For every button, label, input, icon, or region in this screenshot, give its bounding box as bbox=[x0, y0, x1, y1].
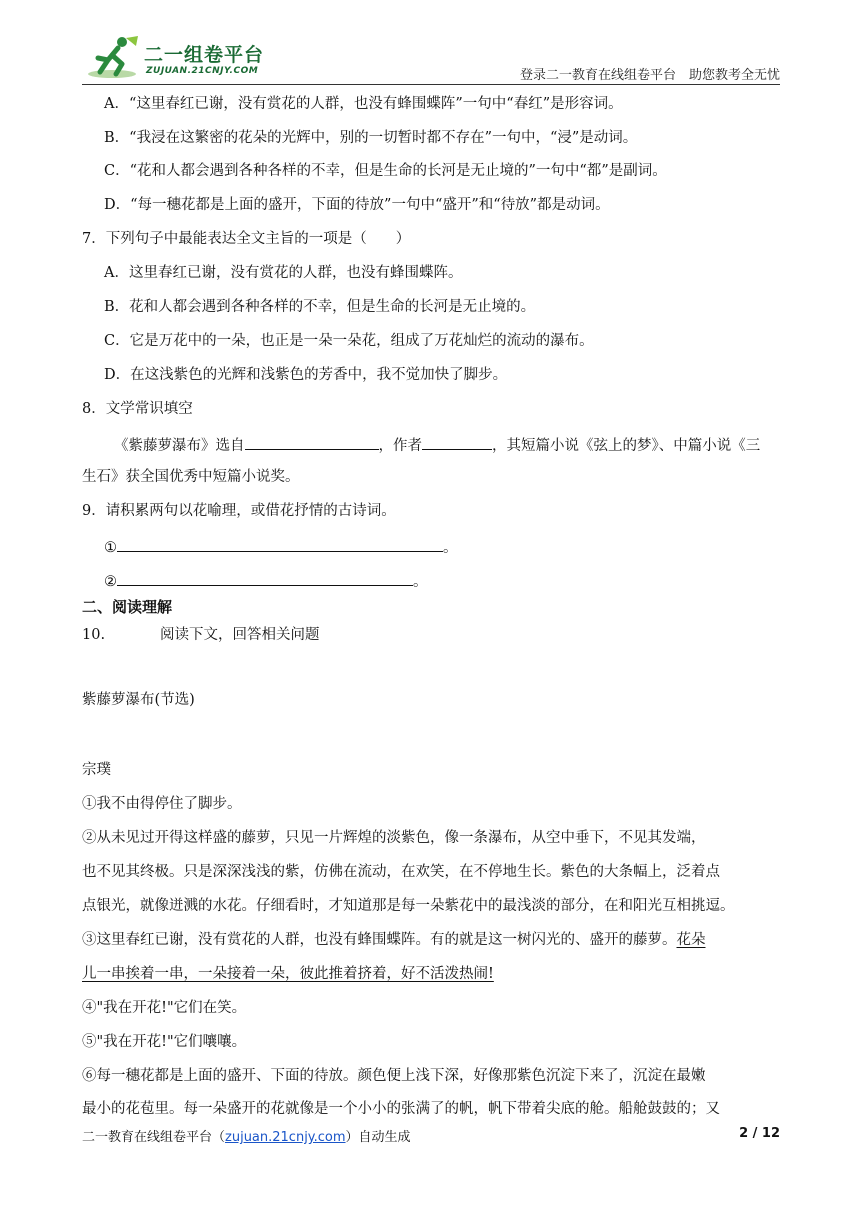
q7-option-b: B．花和人都会遇到各种各样的不幸，但是生命的长河是无止境的。 bbox=[104, 299, 536, 315]
site-logo[interactable] bbox=[82, 34, 282, 82]
q9-item1-end: 。 bbox=[443, 540, 458, 556]
footer-link[interactable]: zujuan.21cnjy.com bbox=[225, 1130, 346, 1145]
paragraph-3-underline-start: 花朵 bbox=[676, 932, 706, 948]
q6-option-b: B．“我浸在这繁密的花朵的光辉中，别的一切暂时都不存在”一句中，“浸”是动词。 bbox=[104, 130, 638, 146]
runner-logo-icon bbox=[82, 34, 144, 82]
q8-line-2: 生石》获全国优秀中短篇小说奖。 bbox=[82, 469, 300, 485]
paragraph-5: ⑤"我在开花!"它们嚷嚷。 bbox=[82, 1034, 247, 1050]
q6-option-d: D．“每一穗花都是上面的盛开，下面的待放”一句中“盛开”和“待放”都是动词。 bbox=[104, 197, 610, 213]
page-number: 2 / 12 bbox=[739, 1126, 780, 1141]
q10-number: 10. bbox=[82, 627, 106, 643]
section-heading: 二、阅读理解 bbox=[82, 598, 173, 616]
paragraph-3-line-2: 儿一串挨着一串，一朵接着一朵，彼此推着挤着，好不活泼热闹! bbox=[82, 966, 494, 982]
footer-suffix: ）自动生成 bbox=[345, 1130, 411, 1145]
q8-fill-line bbox=[114, 433, 760, 456]
passage-title: 紫藤萝瀑布(节选) bbox=[82, 692, 195, 708]
paragraph-6-line-1: ⑥每一穗花都是上面的盛开、下面的待放。颜色便上浅下深，好像那紫色沉淀下来了，沉淀在最嫩 bbox=[82, 1068, 706, 1084]
q9-item2-num: ② bbox=[104, 574, 117, 590]
q8-stem: 8．文学常识填空 bbox=[82, 401, 193, 417]
footer-source bbox=[82, 1126, 411, 1145]
logo-subtitle: ZUJUAN.21CNJY.COM bbox=[146, 66, 259, 76]
paragraph-1: ①我不由得停住了脚步。 bbox=[82, 796, 242, 812]
paragraph-2-line-1: ②从未见过开得这样盛的藤萝，只见一片辉煌的淡紫色，像一条瀑布，从空中垂下，不见其发端， bbox=[82, 830, 706, 846]
q6-option-c: C．“花和人都会遇到各种各样的不幸，但是生命的长河是无止境的”一句中“都”是副词。 bbox=[104, 163, 667, 179]
q7-option-d: D．在这浅紫色的光辉和浅紫色的芳香中，我不觉加快了脚步。 bbox=[104, 367, 508, 383]
page-header bbox=[82, 34, 780, 86]
page-footer bbox=[82, 1126, 780, 1146]
q9-stem: 9．请积累两句以花喻理，或借花抒情的古诗词。 bbox=[82, 503, 396, 519]
q10-instruction: 阅读下文，回答相关问题 bbox=[160, 627, 320, 643]
header-slogan: 登录二一教育在线组卷平台 助您教考全无忧 bbox=[519, 68, 780, 83]
q9-answer-1 bbox=[104, 535, 458, 558]
q9-blank-1[interactable] bbox=[117, 535, 443, 552]
logo-title: 二一组卷平台 bbox=[144, 44, 265, 66]
q8-text-1: 《紫藤萝瀑布》选自 bbox=[114, 438, 245, 454]
paragraph-3-text: ③这里春红已谢，没有赏花的人群，也没有蜂围蝶阵。有的就是这一树闪光的、盛开的藤萝。 bbox=[82, 932, 677, 948]
header-divider bbox=[82, 84, 780, 85]
q9-item2-end: 。 bbox=[413, 574, 428, 590]
paragraph-2-line-2: 也不见其终极。只是深深浅浅的紫，仿佛在流动，在欢笑，在不停地生长。紫色的大条幅上，泛着点 bbox=[82, 864, 720, 880]
passage-author: 宗璞 bbox=[82, 762, 111, 778]
paragraph-6-line-2: 最小的花苞里。每一朵盛开的花就像是一个小小的张满了的帆，帆下带着尖底的舱。船舱鼓鼓的；又 bbox=[82, 1101, 720, 1117]
q7-option-a: A．这里春红已谢，没有赏花的人群，也没有蜂围蝶阵。 bbox=[104, 265, 463, 281]
q9-answer-2 bbox=[104, 569, 428, 592]
q6-option-a: A．“这里春红已谢，没有赏花的人群，也没有蜂围蝶阵”一句中“春红”是形容词。 bbox=[104, 96, 623, 112]
q7-option-c: C．它是万花中的一朵，也正是一朵一朵花，组成了万花灿烂的流动的瀑布。 bbox=[104, 333, 594, 349]
q9-blank-2[interactable] bbox=[117, 569, 413, 586]
paragraph-2-line-3: 点银光，就像迸溅的水花。仔细看时，才知道那是每一朵紫花中的最浅淡的部分，在和阳光互相挑逗。 bbox=[82, 898, 735, 914]
q9-item1-num: ① bbox=[104, 540, 117, 556]
paragraph-4: ④"我在开花!"它们在笑。 bbox=[82, 1000, 247, 1016]
q7-stem: 7．下列句子中最能表达全文主旨的一项是（ ） bbox=[82, 231, 411, 247]
footer-prefix: 二一教育在线组卷平台（ bbox=[82, 1130, 226, 1145]
paragraph-3-line-1 bbox=[82, 930, 706, 950]
q8-text-3: ，其短篇小说《弦上的梦》、中篇小说《三 bbox=[492, 438, 761, 454]
q8-blank-source[interactable] bbox=[245, 433, 379, 450]
q8-blank-author[interactable] bbox=[422, 433, 492, 450]
q8-text-2: ，作者 bbox=[378, 438, 422, 454]
